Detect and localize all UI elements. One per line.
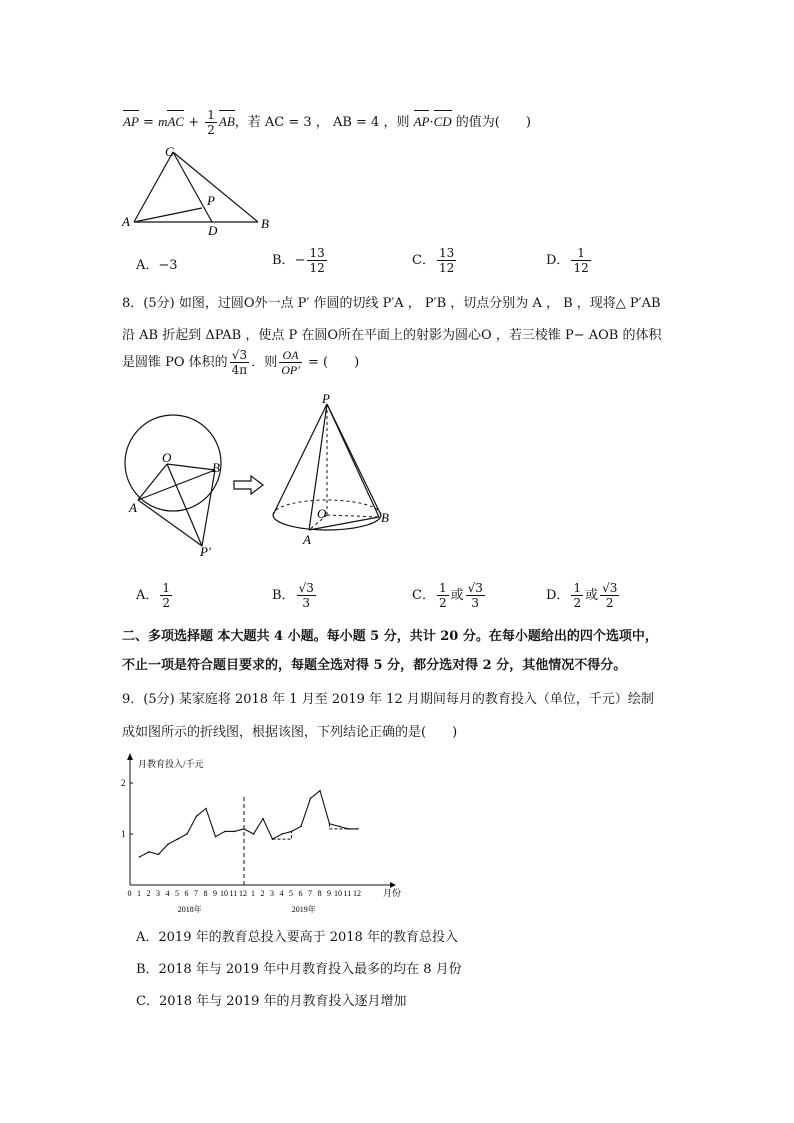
q8-option-a[interactable]: A． $\frac{1}{2}$ (136, 581, 171, 610)
q8-option-b[interactable]: B． $\frac{√3}{3}$ (272, 581, 314, 610)
q7-triangle-figure (118, 140, 278, 240)
label-b: B (381, 510, 389, 525)
label-c: C (165, 144, 174, 159)
label-d: D (208, 223, 218, 238)
label-o: O (162, 450, 172, 465)
x-tick-label: 8 (317, 889, 322, 898)
data-point (300, 826, 302, 828)
education-investment-line-chart (118, 752, 408, 917)
x-tick-label: 5 (289, 889, 293, 898)
x-tick-label: 2 (146, 889, 151, 898)
x-tick-label: 9 (213, 889, 217, 898)
data-point (348, 828, 350, 830)
y-axis-label: 月教育投入/千元 (138, 759, 204, 769)
x-tick-label: 12 (353, 889, 361, 898)
data-point (253, 833, 255, 835)
y-tick-label: 2 (121, 778, 126, 788)
data-point (281, 833, 283, 835)
data-point (319, 790, 321, 792)
q9-option-b[interactable]: B．2018 年与 2019 年中月教育投入最多的均在 8 月份 (136, 962, 462, 977)
data-point (196, 815, 198, 817)
fraction-half: $\frac{1}{2}$ (207, 108, 215, 137)
x-tick-label: 6 (298, 889, 303, 898)
data-point (158, 854, 160, 856)
vector-ap: AP (123, 114, 139, 129)
data-point (186, 833, 188, 835)
y-axis-arrow (127, 753, 133, 760)
q8-line-3: 是圆锥 PO 体积的 $\frac{√3}{4\pi}$ ．则 $\frac{OA}{OP'}$ = ( ) (122, 348, 360, 377)
x-tick-label: 3 (270, 889, 274, 898)
x-tick-label: 1 (137, 889, 141, 898)
q9-line-1: 9．(5分) 某家庭将 2018 年 1 月至 2019 年 12 月期间每月的教育投入（单位，千元）绘制 (122, 692, 654, 707)
data-point (177, 838, 179, 840)
data-point (167, 843, 169, 845)
x-tick-label: 8 (203, 889, 208, 898)
x-axis-label: 月份 (383, 888, 402, 898)
x-tick-label: 5 (175, 889, 179, 898)
q8-option-c[interactable]: C． $\frac{1}{2}$ 或 $\frac{√3}{3}$ (412, 581, 483, 610)
q8-circle-figure (120, 408, 240, 558)
data-point (338, 826, 340, 828)
section2-line-1: 二、多项选择题 本大题共 4 小题。每小题 5 分，共计 20 分。在每小题给出的四个选项中， (122, 629, 658, 644)
q8-option-d[interactable]: D． $\frac{1}{2}$ 或 $\frac{√3}{2}$ (546, 581, 618, 610)
label-p: P (322, 392, 330, 406)
data-point (139, 856, 141, 858)
q8-line-1: 8．(5分) 如图，过圆O外一点 P′ 作圆的切线 P′A ， P′B ，切点分别为 A ， B ，现将△ P′AB (122, 296, 661, 311)
label-a: A (122, 214, 130, 229)
x-tick-label: 1 (251, 889, 255, 898)
q8-line-2: 沿 AB 折起到 ΔPAB ，使点 P 在圆O所在平面上的射影为圆心O ，若三棱锥 P− AOB 的体积 (122, 328, 662, 343)
q7-option-a[interactable]: A．−3 (136, 258, 178, 273)
data-point (224, 831, 226, 833)
q8-cone-figure (265, 392, 400, 552)
arrow-icon (233, 475, 265, 495)
vector-ab: AB (218, 114, 235, 129)
q9-option-c[interactable]: C．2018 年与 2019 年的月教育投入逐月增加 (136, 994, 407, 1009)
x-tick-label: 10 (220, 889, 228, 898)
x-tick-label: 10 (334, 889, 342, 898)
label-a: A (129, 500, 137, 515)
label-p: P (207, 193, 215, 208)
label-b: B (212, 460, 220, 475)
data-point (357, 828, 359, 830)
data-point (148, 851, 150, 853)
series-line (140, 791, 359, 857)
vector-ac: AC (167, 114, 185, 129)
x-tick-label: 3 (156, 889, 160, 898)
q7-option-c[interactable]: C． $\frac{13}{12}$ (412, 246, 455, 275)
label-a: A (303, 532, 311, 547)
x-tick-label: 7 (308, 889, 312, 898)
q7-stem: AP = mAC + $\frac{1}{2}$ AB，若 AC = 3 ， AB = 4 ，则 AP·CD 的值为( ) (123, 108, 531, 137)
data-point (234, 831, 236, 833)
x-tick-label: 9 (327, 889, 331, 898)
year-label: 2019年 (291, 905, 316, 914)
label-b: B (261, 216, 269, 231)
q7-option-b[interactable]: B．− $\frac{13}{12}$ (272, 246, 325, 275)
data-point (215, 836, 217, 838)
data-point (243, 828, 245, 830)
data-point (205, 808, 207, 810)
x-tick-label: 4 (279, 889, 284, 898)
q9-option-a[interactable]: A．2019 年的教育总投入要高于 2018 年的教育总投入 (136, 930, 458, 945)
x-tick-label: 12 (239, 889, 247, 898)
year-label: 2018年 (177, 905, 202, 914)
y-tick-label: 1 (121, 829, 126, 839)
vector-cd: CD (433, 114, 452, 129)
x-tick-label: 0 (127, 889, 132, 898)
label-o: O (317, 506, 327, 521)
q7-option-d[interactable]: D． $\frac{1}{12}$ (546, 246, 589, 275)
x-tick-label: 4 (165, 889, 170, 898)
x-tick-label: 2 (260, 889, 265, 898)
x-tick-label: 11 (343, 889, 352, 898)
x-tick-label: 6 (184, 889, 189, 898)
q9-line-2: 成如图所示的折线图，根据该图，下列结论正确的是( ) (122, 725, 458, 740)
data-point (262, 818, 264, 820)
label-p-prime: P′ (200, 544, 211, 558)
x-tick-label: 11 (229, 889, 238, 898)
section2-line-2: 不止一项是符合题目要求的，每题全选对得 5 分，都分选对得 2 分，其他情况不得分。 (122, 658, 627, 673)
x-tick-label: 7 (194, 889, 198, 898)
vector-ap-2: AP (413, 114, 430, 129)
data-point (310, 798, 312, 800)
